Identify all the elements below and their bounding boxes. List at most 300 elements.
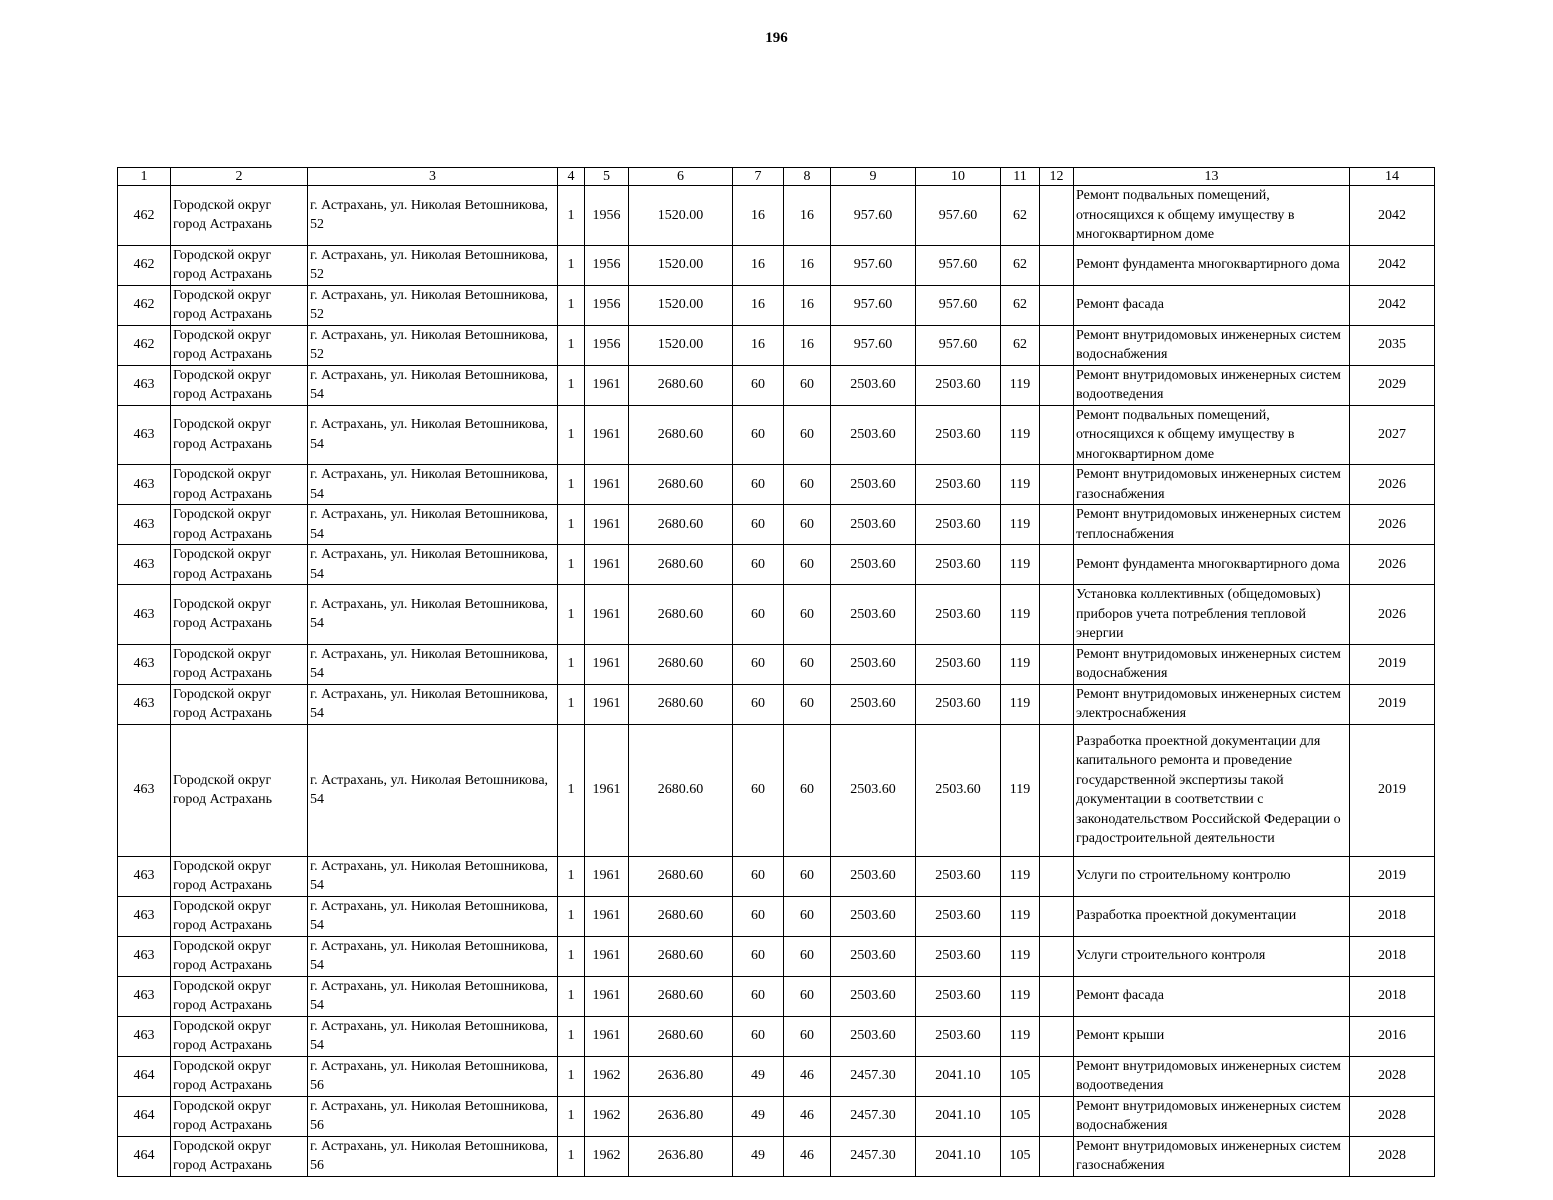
- cell-area: 2680.60: [629, 976, 733, 1016]
- cell-col10: 2503.60: [916, 585, 1001, 645]
- cell-number: 464: [118, 1136, 171, 1176]
- cell-year: 1961: [585, 976, 629, 1016]
- cell-work-type: Ремонт внутридомовых инженерных систем водоотведения: [1074, 1056, 1350, 1096]
- cell-address: г. Астрахань, ул. Николая Ветошникова, 52: [308, 245, 558, 285]
- cell-number: 463: [118, 405, 171, 465]
- cell-work-type: Ремонт внутридомовых инженерных систем теплоснабжения: [1074, 505, 1350, 545]
- cell-municipality: Городской округ город Астрахань: [171, 245, 308, 285]
- cell-col7: 60: [733, 365, 784, 405]
- cell-col10: 2503.60: [916, 976, 1001, 1016]
- cell-municipality: Городской округ город Астрахань: [171, 976, 308, 1016]
- cell-col10: 2503.60: [916, 405, 1001, 465]
- cell-col11: 62: [1001, 325, 1040, 365]
- cell-col8: 16: [784, 245, 831, 285]
- cell-col12: [1040, 505, 1074, 545]
- cell-work-type: Ремонт внутридомовых инженерных систем электроснабжения: [1074, 684, 1350, 724]
- cell-municipality: Городской округ город Астрахань: [171, 856, 308, 896]
- cell-work-type: Ремонт внутридомовых инженерных систем газоснабжения: [1074, 465, 1350, 505]
- cell-col9: 2503.60: [831, 585, 916, 645]
- cell-col8: 60: [784, 896, 831, 936]
- cell-number: 462: [118, 285, 171, 325]
- table-row: [118, 505, 1435, 545]
- cell-number: 462: [118, 325, 171, 365]
- cell-address: г. Астрахань, ул. Николая Ветошникова, 54: [308, 505, 558, 545]
- cell-address: г. Астрахань, ул. Николая Ветошникова, 54: [308, 684, 558, 724]
- cell-col11: 119: [1001, 856, 1040, 896]
- cell-col9: 2457.30: [831, 1096, 916, 1136]
- cell-col10: 2503.60: [916, 856, 1001, 896]
- cell-year: 1956: [585, 325, 629, 365]
- table-row: [118, 644, 1435, 684]
- cell-col7: 60: [733, 644, 784, 684]
- cell-col10: 2503.60: [916, 936, 1001, 976]
- cell-col12: [1040, 1136, 1074, 1176]
- cell-number: 463: [118, 1016, 171, 1056]
- cell-col4: 1: [558, 365, 585, 405]
- cell-col9: 2503.60: [831, 1016, 916, 1056]
- cell-work-type: Ремонт внутридомовых инженерных систем водоотведения: [1074, 365, 1350, 405]
- cell-col11: 119: [1001, 936, 1040, 976]
- cell-area: 2680.60: [629, 365, 733, 405]
- column-header: 6: [629, 168, 733, 186]
- cell-number: 462: [118, 186, 171, 246]
- cell-address: г. Астрахань, ул. Николая Ветошникова, 56: [308, 1136, 558, 1176]
- cell-address: г. Астрахань, ул. Николая Ветошникова, 54: [308, 644, 558, 684]
- cell-col7: 16: [733, 186, 784, 246]
- cell-col4: 1: [558, 976, 585, 1016]
- cell-col12: [1040, 325, 1074, 365]
- cell-col8: 16: [784, 285, 831, 325]
- cell-col7: 60: [733, 505, 784, 545]
- cell-number: 463: [118, 644, 171, 684]
- cell-col9: 957.60: [831, 285, 916, 325]
- cell-year: 1962: [585, 1096, 629, 1136]
- cell-col10: 2503.60: [916, 1016, 1001, 1056]
- cell-col4: 1: [558, 585, 585, 645]
- cell-col12: [1040, 1056, 1074, 1096]
- cell-area: 2680.60: [629, 405, 733, 465]
- cell-col10: 2503.60: [916, 365, 1001, 405]
- cell-year: 1961: [585, 405, 629, 465]
- cell-year: 1961: [585, 644, 629, 684]
- cell-col4: 1: [558, 724, 585, 856]
- cell-col11: 105: [1001, 1136, 1040, 1176]
- cell-municipality: Городской округ город Астрахань: [171, 1016, 308, 1056]
- cell-col10: 957.60: [916, 186, 1001, 246]
- cell-address: г. Астрахань, ул. Николая Ветошникова, 52: [308, 186, 558, 246]
- table-row: [118, 1096, 1435, 1136]
- cell-col12: [1040, 1016, 1074, 1056]
- cell-address: г. Астрахань, ул. Николая Ветошникова, 54: [308, 976, 558, 1016]
- cell-col9: 2503.60: [831, 644, 916, 684]
- cell-work-type: Ремонт внутридомовых инженерных систем газоснабжения: [1074, 1136, 1350, 1176]
- cell-col8: 60: [784, 365, 831, 405]
- cell-col9: 2503.60: [831, 684, 916, 724]
- cell-number: 463: [118, 684, 171, 724]
- cell-col10: 2503.60: [916, 684, 1001, 724]
- cell-plan-year: 2027: [1350, 405, 1435, 465]
- cell-col10: 2503.60: [916, 465, 1001, 505]
- table-row: [118, 1136, 1435, 1176]
- cell-municipality: Городской округ город Астрахань: [171, 545, 308, 585]
- cell-col9: 957.60: [831, 245, 916, 285]
- cell-col7: 49: [733, 1136, 784, 1176]
- cell-col8: 46: [784, 1136, 831, 1176]
- cell-col12: [1040, 465, 1074, 505]
- cell-plan-year: 2026: [1350, 465, 1435, 505]
- cell-municipality: Городской округ город Астрахань: [171, 585, 308, 645]
- cell-number: 463: [118, 856, 171, 896]
- cell-col4: 1: [558, 1096, 585, 1136]
- cell-col8: 16: [784, 186, 831, 246]
- column-header: 5: [585, 168, 629, 186]
- cell-plan-year: 2018: [1350, 896, 1435, 936]
- cell-number: 462: [118, 245, 171, 285]
- cell-col8: 46: [784, 1096, 831, 1136]
- cell-plan-year: 2028: [1350, 1056, 1435, 1096]
- cell-col12: [1040, 186, 1074, 246]
- cell-work-type: Ремонт фасада: [1074, 285, 1350, 325]
- cell-col7: 16: [733, 245, 784, 285]
- column-header: 14: [1350, 168, 1435, 186]
- table-row: [118, 896, 1435, 936]
- cell-col4: 1: [558, 505, 585, 545]
- cell-col8: 16: [784, 325, 831, 365]
- table-row: [118, 976, 1435, 1016]
- cell-col8: 60: [784, 644, 831, 684]
- table-row: [118, 325, 1435, 365]
- cell-col10: 957.60: [916, 325, 1001, 365]
- cell-col11: 119: [1001, 545, 1040, 585]
- cell-address: г. Астрахань, ул. Николая Ветошникова, 54: [308, 856, 558, 896]
- cell-year: 1961: [585, 465, 629, 505]
- cell-work-type: Установка коллективных (общедомовых) приборов учета потребления тепловой энергии: [1074, 585, 1350, 645]
- cell-col9: 2457.30: [831, 1136, 916, 1176]
- cell-municipality: Городской округ город Астрахань: [171, 896, 308, 936]
- cell-year: 1961: [585, 896, 629, 936]
- cell-col12: [1040, 896, 1074, 936]
- cell-municipality: Городской округ город Астрахань: [171, 724, 308, 856]
- cell-number: 463: [118, 724, 171, 856]
- cell-col4: 1: [558, 1136, 585, 1176]
- cell-number: 464: [118, 1096, 171, 1136]
- cell-col11: 119: [1001, 585, 1040, 645]
- cell-col11: 119: [1001, 724, 1040, 856]
- cell-col10: 2041.10: [916, 1056, 1001, 1096]
- cell-number: 463: [118, 896, 171, 936]
- cell-number: 463: [118, 365, 171, 405]
- cell-col12: [1040, 245, 1074, 285]
- cell-area: 2636.80: [629, 1056, 733, 1096]
- cell-plan-year: 2042: [1350, 245, 1435, 285]
- cell-address: г. Астрахань, ул. Николая Ветошникова, 54: [308, 724, 558, 856]
- cell-municipality: Городской округ город Астрахань: [171, 1096, 308, 1136]
- cell-work-type: Ремонт внутридомовых инженерных систем водоснабжения: [1074, 644, 1350, 684]
- cell-municipality: Городской округ город Астрахань: [171, 1136, 308, 1176]
- cell-municipality: Городской округ город Астрахань: [171, 644, 308, 684]
- cell-col4: 1: [558, 936, 585, 976]
- cell-plan-year: 2028: [1350, 1136, 1435, 1176]
- cell-area: 1520.00: [629, 285, 733, 325]
- column-header: 8: [784, 168, 831, 186]
- cell-col8: 60: [784, 684, 831, 724]
- table-row: [118, 365, 1435, 405]
- column-header: 4: [558, 168, 585, 186]
- table-row: [118, 1016, 1435, 1056]
- cell-col11: 62: [1001, 285, 1040, 325]
- cell-address: г. Астрахань, ул. Николая Ветошникова, 52: [308, 325, 558, 365]
- cell-col7: 60: [733, 724, 784, 856]
- table-row: [118, 405, 1435, 465]
- cell-work-type: Ремонт подвальных помещений, относящихся к общему имуществу в многоквартирном доме: [1074, 405, 1350, 465]
- cell-col9: 2503.60: [831, 505, 916, 545]
- cell-col10: 2041.10: [916, 1096, 1001, 1136]
- cell-work-type: Услуги строительного контроля: [1074, 936, 1350, 976]
- cell-col10: 2503.60: [916, 505, 1001, 545]
- cell-work-type: Ремонт фундамента многоквартирного дома: [1074, 245, 1350, 285]
- cell-area: 2680.60: [629, 1016, 733, 1056]
- cell-year: 1961: [585, 585, 629, 645]
- cell-work-type: Ремонт фундамента многоквартирного дома: [1074, 545, 1350, 585]
- cell-plan-year: 2019: [1350, 724, 1435, 856]
- cell-col10: 2503.60: [916, 896, 1001, 936]
- column-header: 11: [1001, 168, 1040, 186]
- cell-area: 1520.00: [629, 186, 733, 246]
- cell-col8: 60: [784, 505, 831, 545]
- cell-col7: 49: [733, 1056, 784, 1096]
- cell-address: г. Астрахань, ул. Николая Ветошникова, 54: [308, 465, 558, 505]
- cell-col10: 957.60: [916, 245, 1001, 285]
- cell-col7: 60: [733, 976, 784, 1016]
- cell-col12: [1040, 285, 1074, 325]
- cell-work-type: Ремонт подвальных помещений, относящихся к общему имуществу в многоквартирном доме: [1074, 186, 1350, 246]
- cell-col8: 46: [784, 1056, 831, 1096]
- cell-work-type: Ремонт внутридомовых инженерных систем водоснабжения: [1074, 325, 1350, 365]
- cell-col8: 60: [784, 585, 831, 645]
- cell-plan-year: 2019: [1350, 644, 1435, 684]
- cell-col7: 60: [733, 585, 784, 645]
- column-header: 3: [308, 168, 558, 186]
- cell-col11: 62: [1001, 245, 1040, 285]
- cell-col12: [1040, 545, 1074, 585]
- header-row: [118, 168, 1435, 186]
- cell-col7: 60: [733, 896, 784, 936]
- column-header: 2: [171, 168, 308, 186]
- cell-col9: 2503.60: [831, 365, 916, 405]
- column-header: 13: [1074, 168, 1350, 186]
- cell-area: 2680.60: [629, 465, 733, 505]
- cell-area: 2680.60: [629, 856, 733, 896]
- cell-col7: 60: [733, 465, 784, 505]
- cell-address: г. Астрахань, ул. Николая Ветошникова, 56: [308, 1096, 558, 1136]
- cell-year: 1961: [585, 684, 629, 724]
- cell-col9: 2503.60: [831, 976, 916, 1016]
- cell-col7: 16: [733, 325, 784, 365]
- cell-col10: 2503.60: [916, 724, 1001, 856]
- cell-year: 1956: [585, 285, 629, 325]
- cell-col4: 1: [558, 186, 585, 246]
- cell-col12: [1040, 976, 1074, 1016]
- cell-year: 1961: [585, 365, 629, 405]
- column-header: 12: [1040, 168, 1074, 186]
- cell-municipality: Городской округ город Астрахань: [171, 325, 308, 365]
- cell-area: 2680.60: [629, 545, 733, 585]
- cell-plan-year: 2019: [1350, 856, 1435, 896]
- cell-col4: 1: [558, 896, 585, 936]
- cell-address: г. Астрахань, ул. Николая Ветошникова, 56: [308, 1056, 558, 1096]
- table-row: [118, 465, 1435, 505]
- cell-address: г. Астрахань, ул. Николая Ветошникова, 54: [308, 936, 558, 976]
- cell-col10: 2503.60: [916, 545, 1001, 585]
- table-row: [118, 724, 1435, 856]
- cell-col4: 1: [558, 1016, 585, 1056]
- cell-number: 463: [118, 936, 171, 976]
- cell-col11: 119: [1001, 976, 1040, 1016]
- column-header: 7: [733, 168, 784, 186]
- cell-year: 1961: [585, 1016, 629, 1056]
- cell-col9: 2503.60: [831, 896, 916, 936]
- cell-plan-year: 2018: [1350, 936, 1435, 976]
- cell-col7: 60: [733, 684, 784, 724]
- cell-plan-year: 2042: [1350, 186, 1435, 246]
- cell-area: 2636.80: [629, 1096, 733, 1136]
- cell-municipality: Городской округ город Астрахань: [171, 465, 308, 505]
- cell-address: г. Астрахань, ул. Николая Ветошникова, 52: [308, 285, 558, 325]
- cell-plan-year: 2019: [1350, 684, 1435, 724]
- cell-plan-year: 2026: [1350, 545, 1435, 585]
- cell-col4: 1: [558, 644, 585, 684]
- cell-address: г. Астрахань, ул. Николая Ветошникова, 54: [308, 585, 558, 645]
- cell-year: 1961: [585, 856, 629, 896]
- table-row: [118, 285, 1435, 325]
- cell-year: 1961: [585, 936, 629, 976]
- cell-col11: 119: [1001, 465, 1040, 505]
- cell-col4: 1: [558, 405, 585, 465]
- table-body: [118, 186, 1435, 1177]
- cell-plan-year: 2029: [1350, 365, 1435, 405]
- cell-col9: 2503.60: [831, 936, 916, 976]
- cell-number: 463: [118, 505, 171, 545]
- table-row: [118, 1056, 1435, 1096]
- cell-address: г. Астрахань, ул. Николая Ветошникова, 54: [308, 1016, 558, 1056]
- cell-col12: [1040, 856, 1074, 896]
- cell-col8: 60: [784, 936, 831, 976]
- cell-col9: 2457.30: [831, 1056, 916, 1096]
- cell-municipality: Городской округ город Астрахань: [171, 936, 308, 976]
- cell-area: 2680.60: [629, 896, 733, 936]
- cell-col10: 2041.10: [916, 1136, 1001, 1176]
- cell-col12: [1040, 1096, 1074, 1136]
- cell-address: г. Астрахань, ул. Николая Ветошникова, 54: [308, 405, 558, 465]
- cell-col7: 60: [733, 545, 784, 585]
- cell-col11: 119: [1001, 365, 1040, 405]
- cell-col8: 60: [784, 724, 831, 856]
- table-row: [118, 186, 1435, 246]
- cell-area: 2680.60: [629, 585, 733, 645]
- cell-work-type: Ремонт фасада: [1074, 976, 1350, 1016]
- cell-year: 1956: [585, 186, 629, 246]
- cell-municipality: Городской округ город Астрахань: [171, 285, 308, 325]
- cell-col8: 60: [784, 976, 831, 1016]
- cell-col9: 2503.60: [831, 465, 916, 505]
- cell-col11: 119: [1001, 1016, 1040, 1056]
- cell-col12: [1040, 936, 1074, 976]
- cell-number: 463: [118, 465, 171, 505]
- cell-col4: 1: [558, 856, 585, 896]
- cell-work-type: Услуги по строительному контролю: [1074, 856, 1350, 896]
- cell-col11: 119: [1001, 896, 1040, 936]
- cell-col8: 60: [784, 1016, 831, 1056]
- table-row: [118, 856, 1435, 896]
- cell-plan-year: 2035: [1350, 325, 1435, 365]
- cell-col9: 957.60: [831, 325, 916, 365]
- cell-col11: 119: [1001, 684, 1040, 724]
- cell-col4: 1: [558, 545, 585, 585]
- cell-work-type: Ремонт внутридомовых инженерных систем водоснабжения: [1074, 1096, 1350, 1136]
- cell-col4: 1: [558, 285, 585, 325]
- page-number: 196: [765, 30, 788, 46]
- cell-year: 1962: [585, 1136, 629, 1176]
- cell-col11: 105: [1001, 1056, 1040, 1096]
- cell-year: 1961: [585, 505, 629, 545]
- cell-area: 2680.60: [629, 936, 733, 976]
- cell-plan-year: 2042: [1350, 285, 1435, 325]
- cell-col11: 119: [1001, 405, 1040, 465]
- cell-col12: [1040, 684, 1074, 724]
- cell-col4: 1: [558, 1056, 585, 1096]
- cell-area: 2680.60: [629, 505, 733, 545]
- cell-col11: 105: [1001, 1096, 1040, 1136]
- cell-col8: 60: [784, 545, 831, 585]
- cell-col9: 2503.60: [831, 856, 916, 896]
- cell-col11: 119: [1001, 505, 1040, 545]
- table-row: [118, 245, 1435, 285]
- cell-col9: 2503.60: [831, 724, 916, 856]
- cell-number: 463: [118, 976, 171, 1016]
- cell-year: 1961: [585, 545, 629, 585]
- cell-number: 464: [118, 1056, 171, 1096]
- column-header: 9: [831, 168, 916, 186]
- cell-area: 2680.60: [629, 724, 733, 856]
- cell-number: 463: [118, 545, 171, 585]
- cell-col12: [1040, 585, 1074, 645]
- cell-col4: 1: [558, 325, 585, 365]
- cell-municipality: Городской округ город Астрахань: [171, 505, 308, 545]
- cell-area: 2680.60: [629, 644, 733, 684]
- table-row: [118, 936, 1435, 976]
- cell-col4: 1: [558, 465, 585, 505]
- table-row: [118, 684, 1435, 724]
- cell-area: 1520.00: [629, 325, 733, 365]
- cell-col12: [1040, 724, 1074, 856]
- cell-col11: 62: [1001, 186, 1040, 246]
- cell-plan-year: 2028: [1350, 1096, 1435, 1136]
- cell-municipality: Городской округ город Астрахань: [171, 365, 308, 405]
- column-header: 1: [118, 168, 171, 186]
- cell-col7: 60: [733, 405, 784, 465]
- cell-plan-year: 2026: [1350, 505, 1435, 545]
- registry-table: [117, 167, 1435, 1177]
- cell-col8: 60: [784, 856, 831, 896]
- cell-year: 1961: [585, 724, 629, 856]
- cell-municipality: Городской округ город Астрахань: [171, 405, 308, 465]
- cell-municipality: Городской округ город Астрахань: [171, 186, 308, 246]
- cell-col9: 957.60: [831, 186, 916, 246]
- cell-col7: 60: [733, 1016, 784, 1056]
- cell-plan-year: 2018: [1350, 976, 1435, 1016]
- cell-plan-year: 2016: [1350, 1016, 1435, 1056]
- cell-address: г. Астрахань, ул. Николая Ветошникова, 54: [308, 365, 558, 405]
